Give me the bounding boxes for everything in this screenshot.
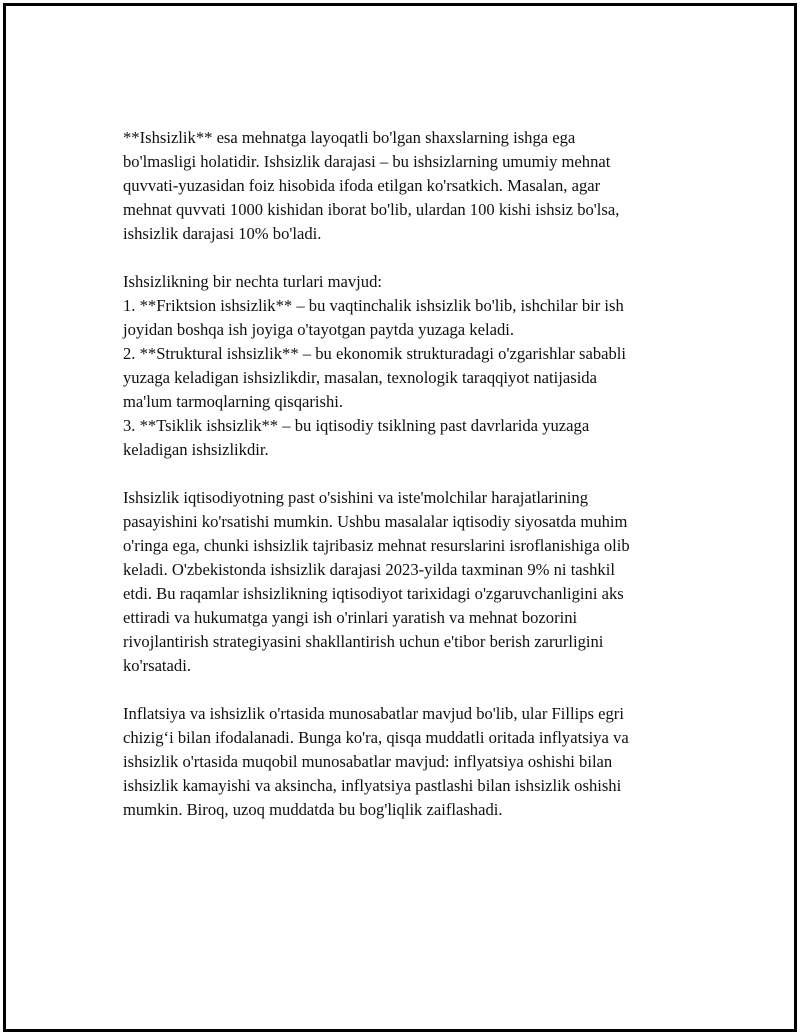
text-line: yuzaga keladigan ishsizlikdir, masalan, texnologik taraqqiyot natijasida xyxy=(123,368,597,387)
text-line: o'ringa ega, chunki ishsizlik tajribasiz mehnat resurslarini isroflanishiga olib xyxy=(123,536,630,555)
text-line: keladigan ishsizlikdir. xyxy=(123,440,269,459)
paragraph-economic-impact xyxy=(123,486,723,678)
text-line: ma'lum tarmoqlarning qisqarishi. xyxy=(123,392,344,411)
text-line: keladi. O'zbekistonda ishsizlik darajasi 2023-yilda taxminan 9% ni tashkil xyxy=(123,560,615,579)
page-frame xyxy=(3,3,797,1032)
paragraph-unemployment-definition xyxy=(123,126,723,246)
text-line: 2. **Struktural ishsizlik** – bu ekonomik strukturadagi o'zgarishlar sababli xyxy=(123,344,627,363)
text-line: ettiradi va hukumatga yangi ish o'rinlari yaratish va mehnat bozorini xyxy=(123,608,578,627)
text-line: Ishsizlikning bir nechta turlari mavjud: xyxy=(123,272,382,291)
document-body xyxy=(123,126,723,822)
text-line: mehnat quvvati 1000 kishidan iborat bo'lib, ulardan 100 kishi ishsiz bo'lsa, xyxy=(123,200,620,219)
text-line: ishsizlik darajasi 10% bo'ladi. xyxy=(123,224,322,243)
text-line: pasayishini ko'rsatishi mumkin. Ushbu masalalar iqtisodiy siyosatda muhim xyxy=(123,512,628,531)
text-line: ishsizlik o'rtasida muqobil munosabatlar mavjud: inflyatsiya oshishi bilan xyxy=(123,752,613,771)
text-line: **Ishsizlik** esa mehnatga layoqatli bo'lgan shaxslarning ishga ega xyxy=(123,128,576,147)
text-line: mumkin. Biroq, uzoq muddatda bu bog'liqlik zaiflashadi. xyxy=(123,800,503,819)
text-line: ishsizlik kamayishi va aksincha, inflyatsiya pastlashi bilan ishsizlik oshishi xyxy=(123,776,622,795)
paragraph-unemployment-types xyxy=(123,270,723,462)
text-line: quvvati-yuzasidan foiz hisobida ifoda etilgan ko'rsatkich. Masalan, agar xyxy=(123,176,601,195)
text-line: 3. **Tsiklik ishsizlik** – bu iqtisodiy tsiklning past davrlarida yuzaga xyxy=(123,416,590,435)
text-line: ko'rsatadi. xyxy=(123,656,191,675)
text-line: rivojlantirish strategiyasini shakllantirish uchun e'tibor berish zarurligini xyxy=(123,632,604,651)
text-line: Ishsizlik iqtisodiyotning past o'sishini va iste'molchilar harajatlarining xyxy=(123,488,589,507)
paragraph-phillips-curve xyxy=(123,702,723,822)
text-line: Inflatsiya va ishsizlik o'rtasida munosabatlar mavjud bo'lib, ular Fillips egri xyxy=(123,704,624,723)
text-line: bo'lmasligi holatidir. Ishsizlik darajasi – bu ishsizlarning umumiy mehnat xyxy=(123,152,611,171)
text-line: chizig‘i bilan ifodalanadi. Bunga ko'ra, qisqa muddatli oritada inflyatsiya va xyxy=(123,728,629,747)
text-line: 1. **Friktsion ishsizlik** – bu vaqtinchalik ishsizlik bo'lib, ishchilar bir ish xyxy=(123,296,624,315)
text-line: etdi. Bu raqamlar ishsizlikning iqtisodiyot tarixidagi o'zgaruvchanligini aks xyxy=(123,584,624,603)
text-line: joyidan boshqa ish joyiga o'tayotgan paytda yuzaga keladi. xyxy=(123,320,514,339)
